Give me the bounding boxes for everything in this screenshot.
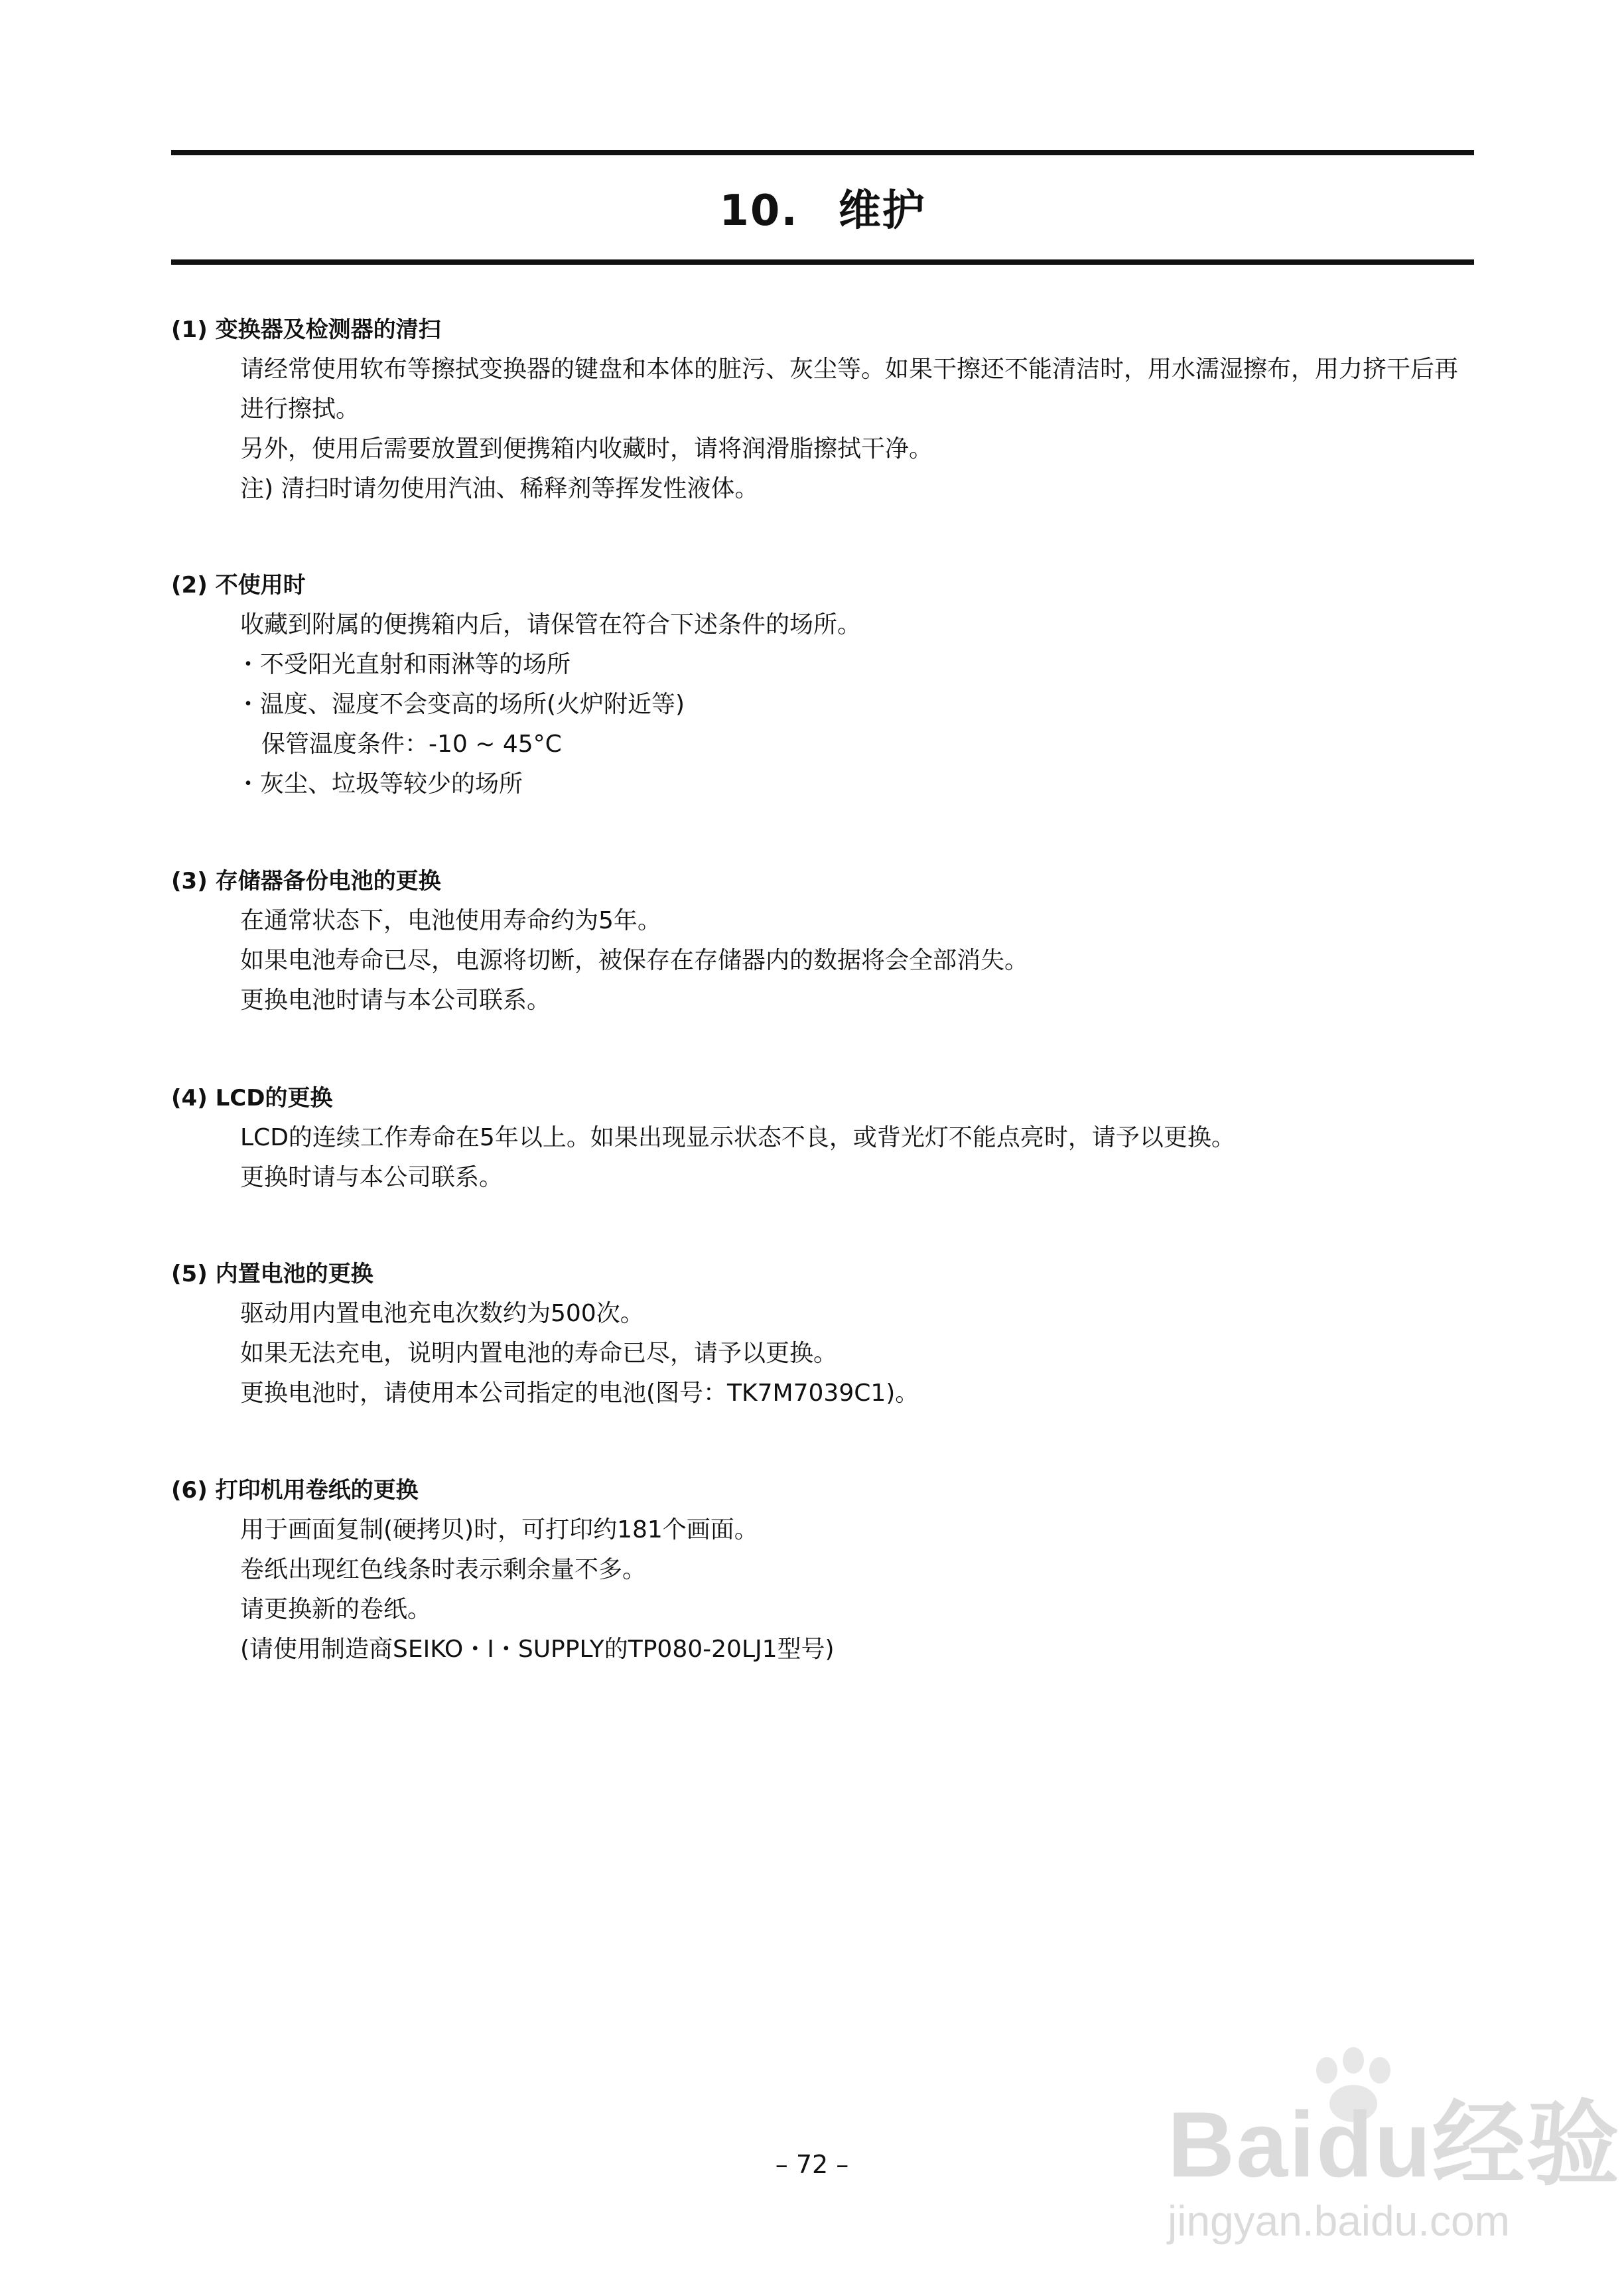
paragraph-line: 如果电池寿命已尽，电源将切断，被保存在存储器内的数据将会全部消失。 <box>240 947 1029 974</box>
watermark <box>1168 2044 1621 2256</box>
section-not-in-use <box>171 565 1474 804</box>
paragraph-line: 更换电池时请与本公司联系。 <box>240 987 551 1014</box>
bullet-item: ・灰尘、垃圾等较少的场所 <box>236 770 523 798</box>
paragraph-line: 请经常使用软布等擦拭变换器的键盘和本体的脏污、灰尘等。如果干擦还不能清洁时，用水濡湿擦布，用力挤干后再进行擦拭。 <box>240 356 1459 423</box>
paragraph-line: 如果无法充电，说明内置电池的寿命已尽，请予以更换。 <box>240 1340 838 1367</box>
note-line: 注) 清扫时请勿使用汽油、稀释剂等挥发性液体。 <box>240 475 759 502</box>
bottom-rule <box>171 259 1474 265</box>
paragraph-line: 请更换新的卷纸。 <box>240 1596 432 1623</box>
page-number: – 72 – <box>775 2150 849 2179</box>
section-heading: (1) 变换器及检测器的清扫 <box>171 317 441 343</box>
section-cleaning <box>171 310 1474 509</box>
section-heading: (5) 内置电池的更换 <box>171 1261 373 1287</box>
section-internal-battery <box>171 1254 1474 1413</box>
section-lcd <box>171 1078 1474 1198</box>
paragraph-line: 更换时请与本公司联系。 <box>240 1164 504 1191</box>
paragraph-line: (请使用制造商SEIKO・I・SUPPLY的TP080-20LJ1型号) <box>240 1636 835 1663</box>
storage-temperature: 保管温度条件：-10 ~ 45°C <box>261 731 562 758</box>
section-heading: (2) 不使用时 <box>171 572 306 599</box>
chapter-number: 10. <box>719 186 799 236</box>
paragraph-line: 另外，使用后需要放置到便携箱内收藏时，请将润滑脂擦拭干净。 <box>240 435 933 463</box>
bullet-item: ・不受阳光直射和雨淋等的场所 <box>236 651 571 678</box>
paragraph-line: 在通常状态下，电池使用寿命约为5年。 <box>240 907 661 934</box>
section-heading: (6) 打印机用卷纸的更换 <box>171 1477 419 1504</box>
section-heading: (4) LCD的更换 <box>171 1085 333 1111</box>
chapter-title: 维护 <box>838 186 926 236</box>
page-title <box>171 178 1474 244</box>
paragraph-line: 用于画面复制(硬拷贝)时，可打印约181个画面。 <box>240 1516 758 1543</box>
section-backup-battery <box>171 861 1474 1021</box>
paragraph-line: 更换电池时，请使用本公司指定的电池(图号：TK7M7039C1)。 <box>240 1380 919 1407</box>
paragraph-line: 驱动用内置电池充电次数约为500次。 <box>240 1300 644 1327</box>
section-heading: (3) 存储器备份电池的更换 <box>171 868 441 894</box>
bullet-item: ・温度、湿度不会变高的场所(火炉附近等) <box>236 691 685 718</box>
top-rule <box>171 150 1474 155</box>
section-paper-roll <box>171 1470 1474 1670</box>
watermark-site: jingyan.baidu.com <box>1168 2197 1510 2245</box>
paragraph-line: LCD的连续工作寿命在5年以上。如果出现显示状态不良，或背光灯不能点亮时，请予以更换。 <box>240 1124 1235 1151</box>
paragraph-line: 卷纸出现红色线条时表示剩余量不多。 <box>240 1556 647 1583</box>
paragraph-line: 收藏到附属的便携箱内后，请保管在符合下述条件的场所。 <box>240 611 862 638</box>
watermark-logo: Baidu经验 <box>1168 2092 1621 2196</box>
